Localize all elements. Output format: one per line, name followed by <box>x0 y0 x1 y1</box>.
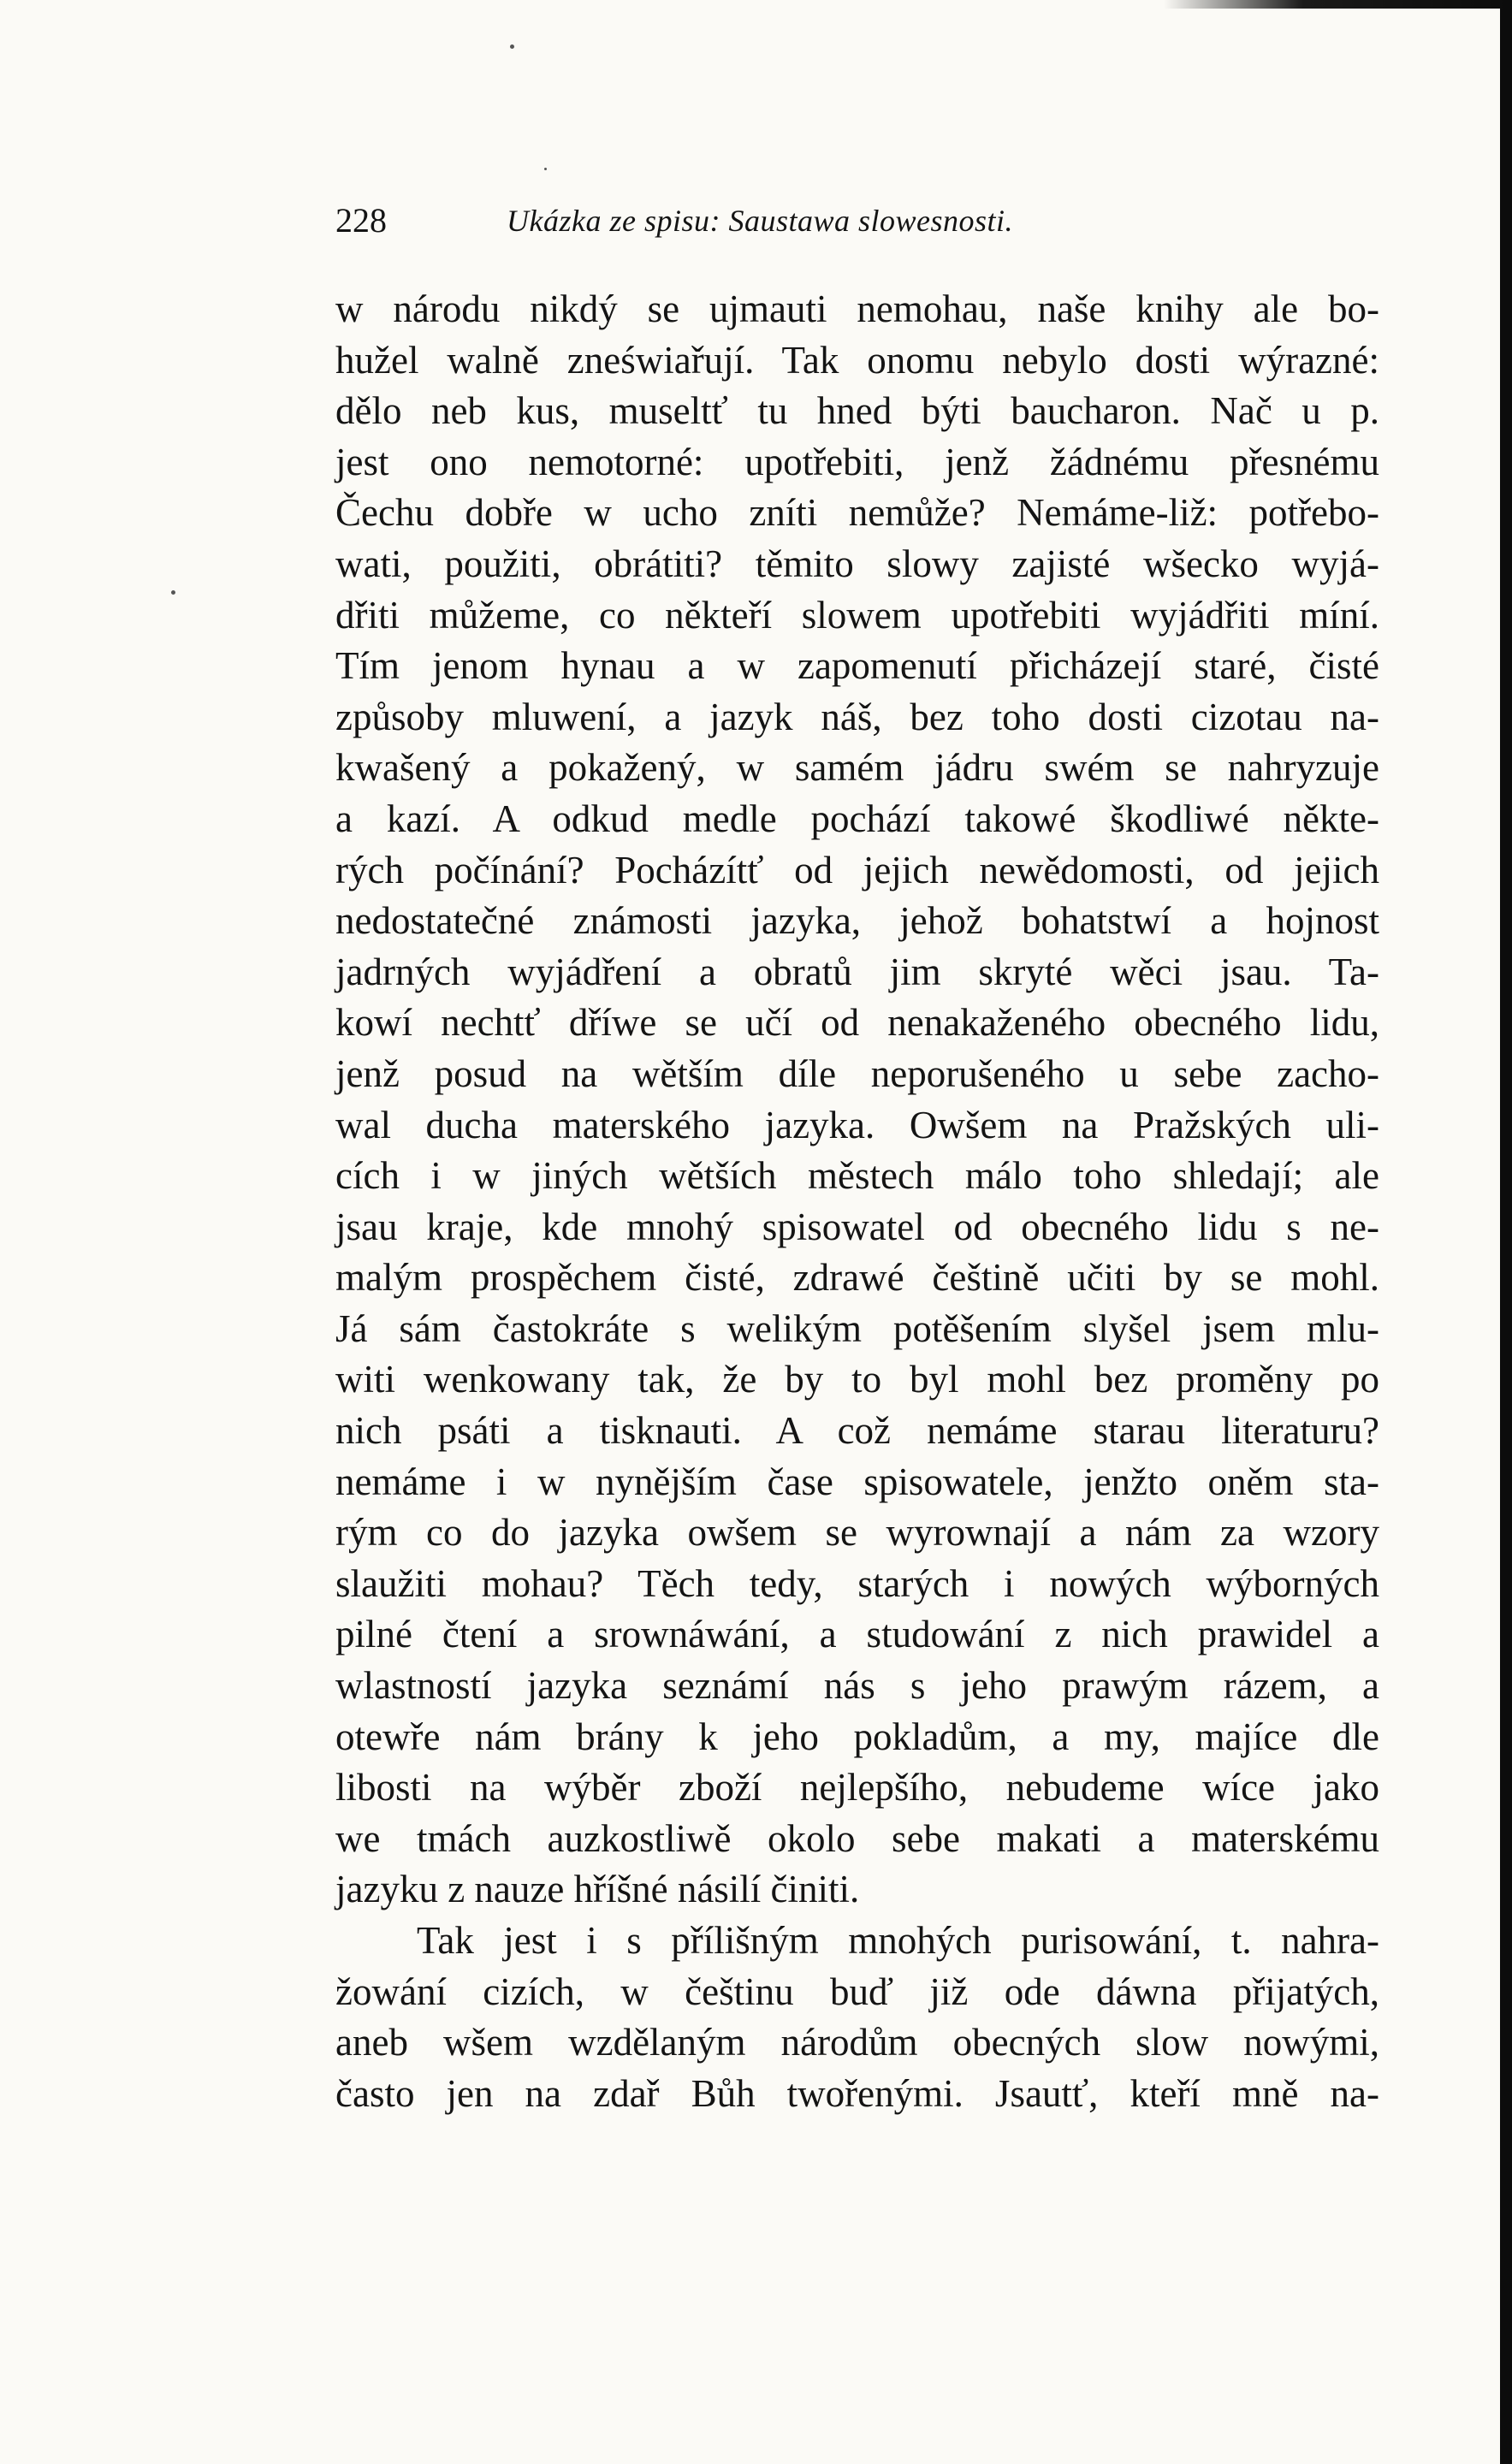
text-line: jazyku z nauze hříšné násilí činiti. <box>335 1868 860 1911</box>
scan-top-edge <box>1164 0 1512 9</box>
text-line: nedostatečné známosti jazyka, jehož bohatstwí a hojnost <box>335 899 1379 943</box>
text-line: slaužiti mohau? Těch tedy, starých i nowých wýborných <box>335 1561 1379 1605</box>
text-line: Tak jest i s přílišným mnohých purisowání, t. nahra- <box>417 1919 1379 1962</box>
text-line: cích i w jiných wětších městech málo toho shledají; ale <box>335 1154 1379 1198</box>
text-line: we tmách auzkostliwě okolo sebe makati a materskému <box>335 1816 1379 1860</box>
text-line: nemáme i w nynějším čase spisowatele, jenžto oněm sta- <box>335 1460 1379 1503</box>
text-line: dělo neb kus, museltť tu hned býti baucharon. Nač u p. <box>335 389 1379 433</box>
text-line: w národu nikdý se ujmauti nemohau, naše knihy ale bo- <box>335 287 1379 330</box>
paragraph-1 <box>335 284 1379 1916</box>
text-line: wati, použiti, obrátiti? těmito slowy zajisté wšecko wyjá- <box>335 542 1379 585</box>
text-line: Tím jenom hynau a w zapomenutí přicházejí staré, čisté <box>335 644 1379 688</box>
text-line: Čechu dobře w ucho zníti nemůže? Nemáme-liž: potřebo- <box>335 491 1379 535</box>
page-number: 228 <box>335 201 387 240</box>
text-line: nich psáti a tisknauti. A což nemáme starau literaturu? <box>335 1409 1379 1453</box>
text-line: kowí nechtť dříwe se učí od nenakaženého obecného lidu, <box>335 1001 1379 1045</box>
text-line: hužel walně zneświařují. Tak onomu nebylo dosti wýrazné: <box>335 338 1379 382</box>
scan-speck <box>544 168 547 170</box>
text-line: žowání cizích, w češtinu buď již ode dáwna přijatých, <box>335 1969 1379 2013</box>
text-line: jsau kraje, kde mnohý spisowatel od obecného lidu s ne- <box>335 1205 1379 1248</box>
text-line: jenž posud na wětším díle neporušeného u sebe zacho- <box>335 1051 1379 1095</box>
text-line: malým prospěchem čisté, zdrawé češtině učiti by se mohl. <box>335 1256 1379 1300</box>
scan-speck <box>510 44 514 49</box>
text-line: pilné čtení a srownáwání, a studowání z nich prawidel a <box>335 1613 1379 1656</box>
text-line: libosti na wýběr zboží nejlepšího, nebudeme wíce jako <box>335 1766 1379 1810</box>
text-line: jadrných wyjádření a obratů jim skryté wěci jsau. Ta- <box>335 950 1379 993</box>
text-line: jest ono nemotorné: upotřebiti, jenž žádnému přesnému <box>335 440 1379 483</box>
page-header <box>335 195 1379 246</box>
body-text <box>335 284 1379 2119</box>
paragraph-2 <box>335 1916 1379 2119</box>
scan-speck <box>171 590 175 595</box>
text-line: rých počínání? Pocházítť od jejich newědomosti, od jejich <box>335 848 1379 891</box>
text-line: witi wenkowany tak, že by to byl mohl bez proměny po <box>335 1358 1379 1401</box>
text-line: wal ducha materského jazyka. Owšem na Pražských uli- <box>335 1103 1379 1146</box>
running-head: Ukázka ze spisu: Saustawa slowesnosti. <box>507 204 1014 238</box>
scan-right-edge <box>1500 0 1512 2464</box>
text-line: často jen na zdař Bůh twořenými. Jsautť, kteří mně na- <box>335 2071 1379 2115</box>
text-line: wlastností jazyka seznámí nás s jeho prawým rázem, a <box>335 1664 1379 1708</box>
text-line: Já sám častokráte s welikým potěšením slyšel jsem mlu- <box>335 1306 1379 1350</box>
text-line: rým co do jazyka owšem se wyrownají a nám za wzory <box>335 1511 1379 1555</box>
text-line: aneb wšem wzdělaným národům obecných slow nowými, <box>335 2021 1379 2064</box>
text-line: otewře nám brány k jeho pokladům, a my, majíce dle <box>335 1715 1379 1758</box>
book-page <box>335 195 1379 2119</box>
text-line: kwašený a pokažený, w samém jádru swém se nahryzuje <box>335 746 1379 790</box>
text-line: a kazí. A odkud medle pochází takowé škodliwé někte- <box>335 797 1379 840</box>
text-line: dřiti můžeme, co někteří slowem upotřebiti wyjádřiti míní. <box>335 593 1379 637</box>
text-line: způsoby mluwení, a jazyk náš, bez toho dosti cizotau na- <box>335 695 1379 738</box>
